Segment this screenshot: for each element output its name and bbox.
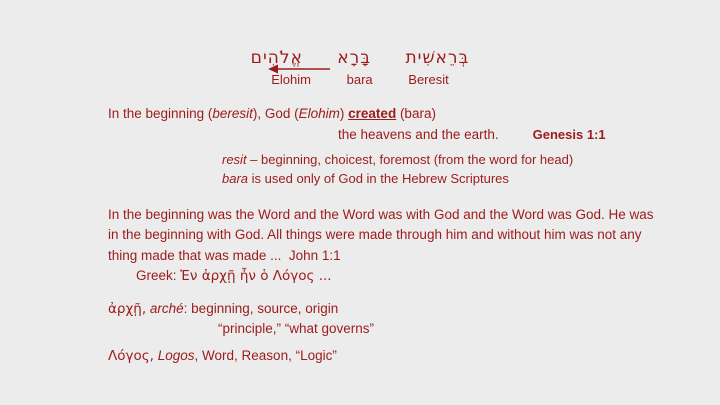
john-reference: John 1:1 — [288, 247, 341, 263]
verse-word-beresit: beresit — [212, 106, 253, 121]
note-word-bara: bara — [222, 170, 249, 186]
arche-gloss: : beginning, source, origin — [183, 301, 339, 316]
hebrew-heading-block — [0, 48, 720, 87]
hebrew-words-line — [0, 48, 720, 68]
arche-transliteration: arché — [149, 301, 184, 316]
arche-greek-word: ἀρχῇ, — [108, 301, 147, 317]
john-verse-text: In the beginning was the Word and the Word was with God and the Word was God. He was in the beginning with God. All things were made through him and without him was not any thing made that was made ... — [108, 207, 654, 263]
left-arrow-icon — [268, 62, 330, 76]
note-text-bara: is used only of God in the Hebrew Scriptures — [248, 170, 509, 186]
genesis-verse-line-2 — [338, 125, 648, 146]
greek-label: Greek: — [136, 268, 177, 283]
hebrew-word-bara: בָּרָא — [337, 48, 372, 68]
verse-word-elohim: Elohim — [298, 106, 340, 121]
arche-definition-block — [108, 299, 374, 340]
note-bara — [222, 170, 662, 189]
translit-elohim: Elohim — [271, 72, 311, 87]
verse-word-created: created — [348, 106, 397, 121]
verse-text-line2: the heavens and the earth. — [338, 126, 499, 142]
note-word-resit: resit — [222, 152, 247, 167]
arche-line — [108, 299, 374, 319]
genesis-reference: Genesis 1:1 — [532, 126, 606, 142]
note-resit — [222, 151, 662, 170]
john-verse-block — [108, 205, 656, 266]
verse-text-a: In the beginning ( — [108, 106, 213, 121]
hebrew-notes-block — [222, 151, 662, 189]
logos-greek-word: Λόγος, — [108, 348, 154, 364]
logos-gloss: , Word, Reason, “Logic” — [194, 348, 337, 363]
greek-quote-block — [136, 268, 332, 284]
greek-quote-text: Ἐν ἀρχῇ ἦν ὁ Λόγος ... — [180, 268, 332, 284]
hebrew-transliteration-line — [0, 72, 720, 87]
genesis-verse-line-1 — [108, 104, 648, 125]
logos-transliteration: Logos — [157, 348, 195, 363]
note-text-resit: – beginning, choicest, foremost (from the word for head) — [246, 152, 574, 167]
verse-text-c: ) — [339, 106, 349, 121]
verse-text-b: ), God ( — [252, 106, 299, 121]
translit-beresit: Beresit — [408, 72, 449, 87]
genesis-verse-block — [108, 104, 648, 146]
translit-bara: bara — [346, 72, 373, 87]
verse-text-d: (bara) — [396, 106, 436, 121]
hebrew-word-beresit: בְּרֵאשִׁית — [405, 48, 470, 68]
arche-subnote: “principle,” “what governs” — [218, 321, 375, 337]
logos-definition-block — [108, 348, 337, 364]
hebrew-word-elohim: אֱלֹהִים — [250, 48, 303, 68]
